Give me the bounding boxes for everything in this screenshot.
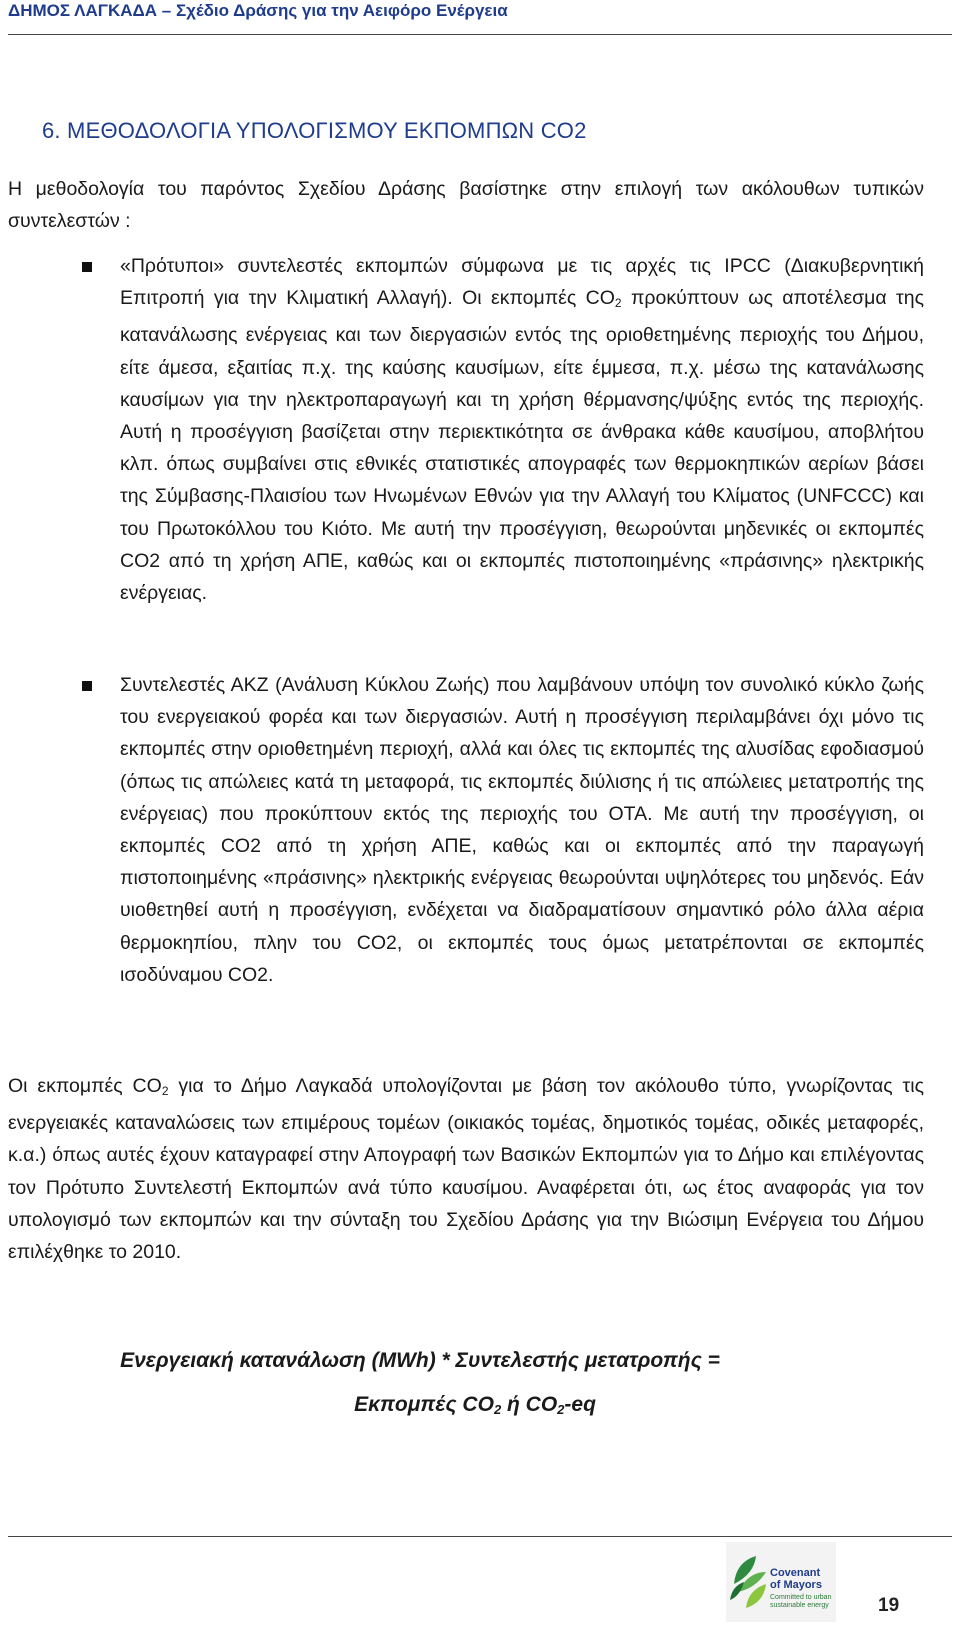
- formula-line-1: Ενεργειακή κατανάλωση (MWh) * Συντελεστής μετατροπής =: [120, 1349, 720, 1372]
- bullet-marker: [82, 262, 92, 272]
- bullet-paragraph-lca: Συντελεστές ΑΚΖ (Ανάλυση Κύκλου Ζωής) που λαμβάνουν υπόψη τον συνολικό κύκλο ζωής του ενεργειακού φορέα και των διεργασιών. Αυτή η προσέγγιση περιλαμβάνει όχι μόνο τις εκπομπές στην οριοθετημένη περιοχή, αλλά και όλες τις εκπομπές της αλυσίδας εφοδιασμού (όπως τις απώλειες κατά τη μεταφορά, τις εκπομπές διύλισης ή τις απώλειες μετατροπής της ενέργειας) που προκύπτουν εκτός της περιοχής του ΟΤΑ. Με αυτή την προσέγγιση, οι εκπομπές CO2 από τη χρήση ΑΠΕ, καθώς και οι εκπομπές από την παραγωγή πιστοποιημένης «πράσινης» ηλεκτρικής ενέργειας θεωρούνται υψηλότερες του μηδενός. Εάν υιοθετηθεί αυτή η προσέγγιση, ενδέχεται να διαδραματίσουν σημαντικό ρόλο άλλα αέρια θερμοκηπίου, πλην του CO2, οι εκπομπές τους όμως μετατρέπονται σε εκπομπές ισοδύναμου CO2.: [120, 674, 924, 986]
- logo-tagline: Committed to urban sustainable energy: [770, 1594, 832, 1609]
- footer-divider: [8, 1536, 952, 1537]
- page-number: 19: [878, 1595, 900, 1616]
- document-header: ΔΗΜΟΣ ΛΑΓΚΑΔΑ – Σχέδιο Δράσης για την Αειφόρο Ενέργεια: [8, 1, 508, 20]
- header-divider: [8, 34, 952, 35]
- intro-paragraph: Η μεθοδολογία του παρόντος Σχεδίου Δράσης βασίστηκε στην επιλογή των ακόλουθων τυπικών συντελεστών :: [8, 178, 924, 233]
- closing-paragraph: Οι εκπομπές $CO_2$ για το Δήμο Λαγκαδά υπολογίζονται με βάση τον ακόλουθο τύπο, γνωρίζοντας τις ενεργειακές καταναλώσεις των επιμέρους τομέων (οικιακός τομέας, δημοτικός τομέας, οδικές μεταφορές, κ.α.) όπως αυτές έχουν καταγραφεί στην Απογραφή των Βασικών Εκπομπών για το Δήμο και επιλέγοντας τον Πρότυπο Συντελεστή Εκπομπών ανά τύπο καυσίμου. Αναφέρεται ότι, ως έτος αναφοράς για τον υπολογισμό των εκπομπών και την σύνταξη του Σχεδίου Δράσης για την Βιώσιμη Ενέργεια του Δήμου επιλέχθηκε το 2010.: [8, 1075, 924, 1264]
- bullet-paragraph-ipcc: «Πρότυποι» συντελεστές εκπομπών σύμφωνα με τις αρχές τις IPCC (Διακυβερνητική Επιτροπή για την Κλιματική Αλλαγή). Οι εκπομπές $CO_2$ προκύπτουν ως αποτέλεσμα της κατανάλωσης ενέργειας και των διεργασιών εντός της οριοθετημένης περιοχής του Δήμου, είτε άμεσα, εξαιτίας π.χ. της καύσης καυσίμων, είτε έμμεσα, π.χ. μέσω της κατανάλωσης καυσίμων για την ηλεκτροπαραγωγή και τη χρήση θέρμανσης/ψύξης εντός της περιοχής. Αυτή η προσέγγιση βασίζεται στην περιεκτικότητα σε άνθρακα κάθε καυσίμου, αποβλήτου κλπ. όπως συμβαίνει στις εθνικές στατιστικές απογραφές των θερμοκηπικών αερίων βάσει της Σύμβασης-Πλαισίου των Ηνωμένων Εθνών για την Αλλαγή του Κλίματος (UNFCCC) και του Πρωτοκόλλου του Κιότο. Με αυτή την προσέγγιση, θεωρούνται μηδενικές οι εκπομπές CO2 από τη χρήση ΑΠΕ, καθώς και οι εκπομπές πιστοποιημένης «πράσινης» ηλεκτρικής ενέργειας.: [120, 255, 925, 605]
- formula-line-2: Εκπομπές $CO_2$ ή $CO_2-eq$: [354, 1393, 596, 1417]
- section-title: 6. ΜΕΘΟΔΟΛΟΓΙΑ ΥΠΟΛΟΓΙΣΜΟΥ ΕΚΠΟΜΠΩΝ CO2: [42, 118, 587, 143]
- bullet-marker: [82, 681, 92, 691]
- logo-wordmark: Covenant of Mayors: [770, 1567, 822, 1591]
